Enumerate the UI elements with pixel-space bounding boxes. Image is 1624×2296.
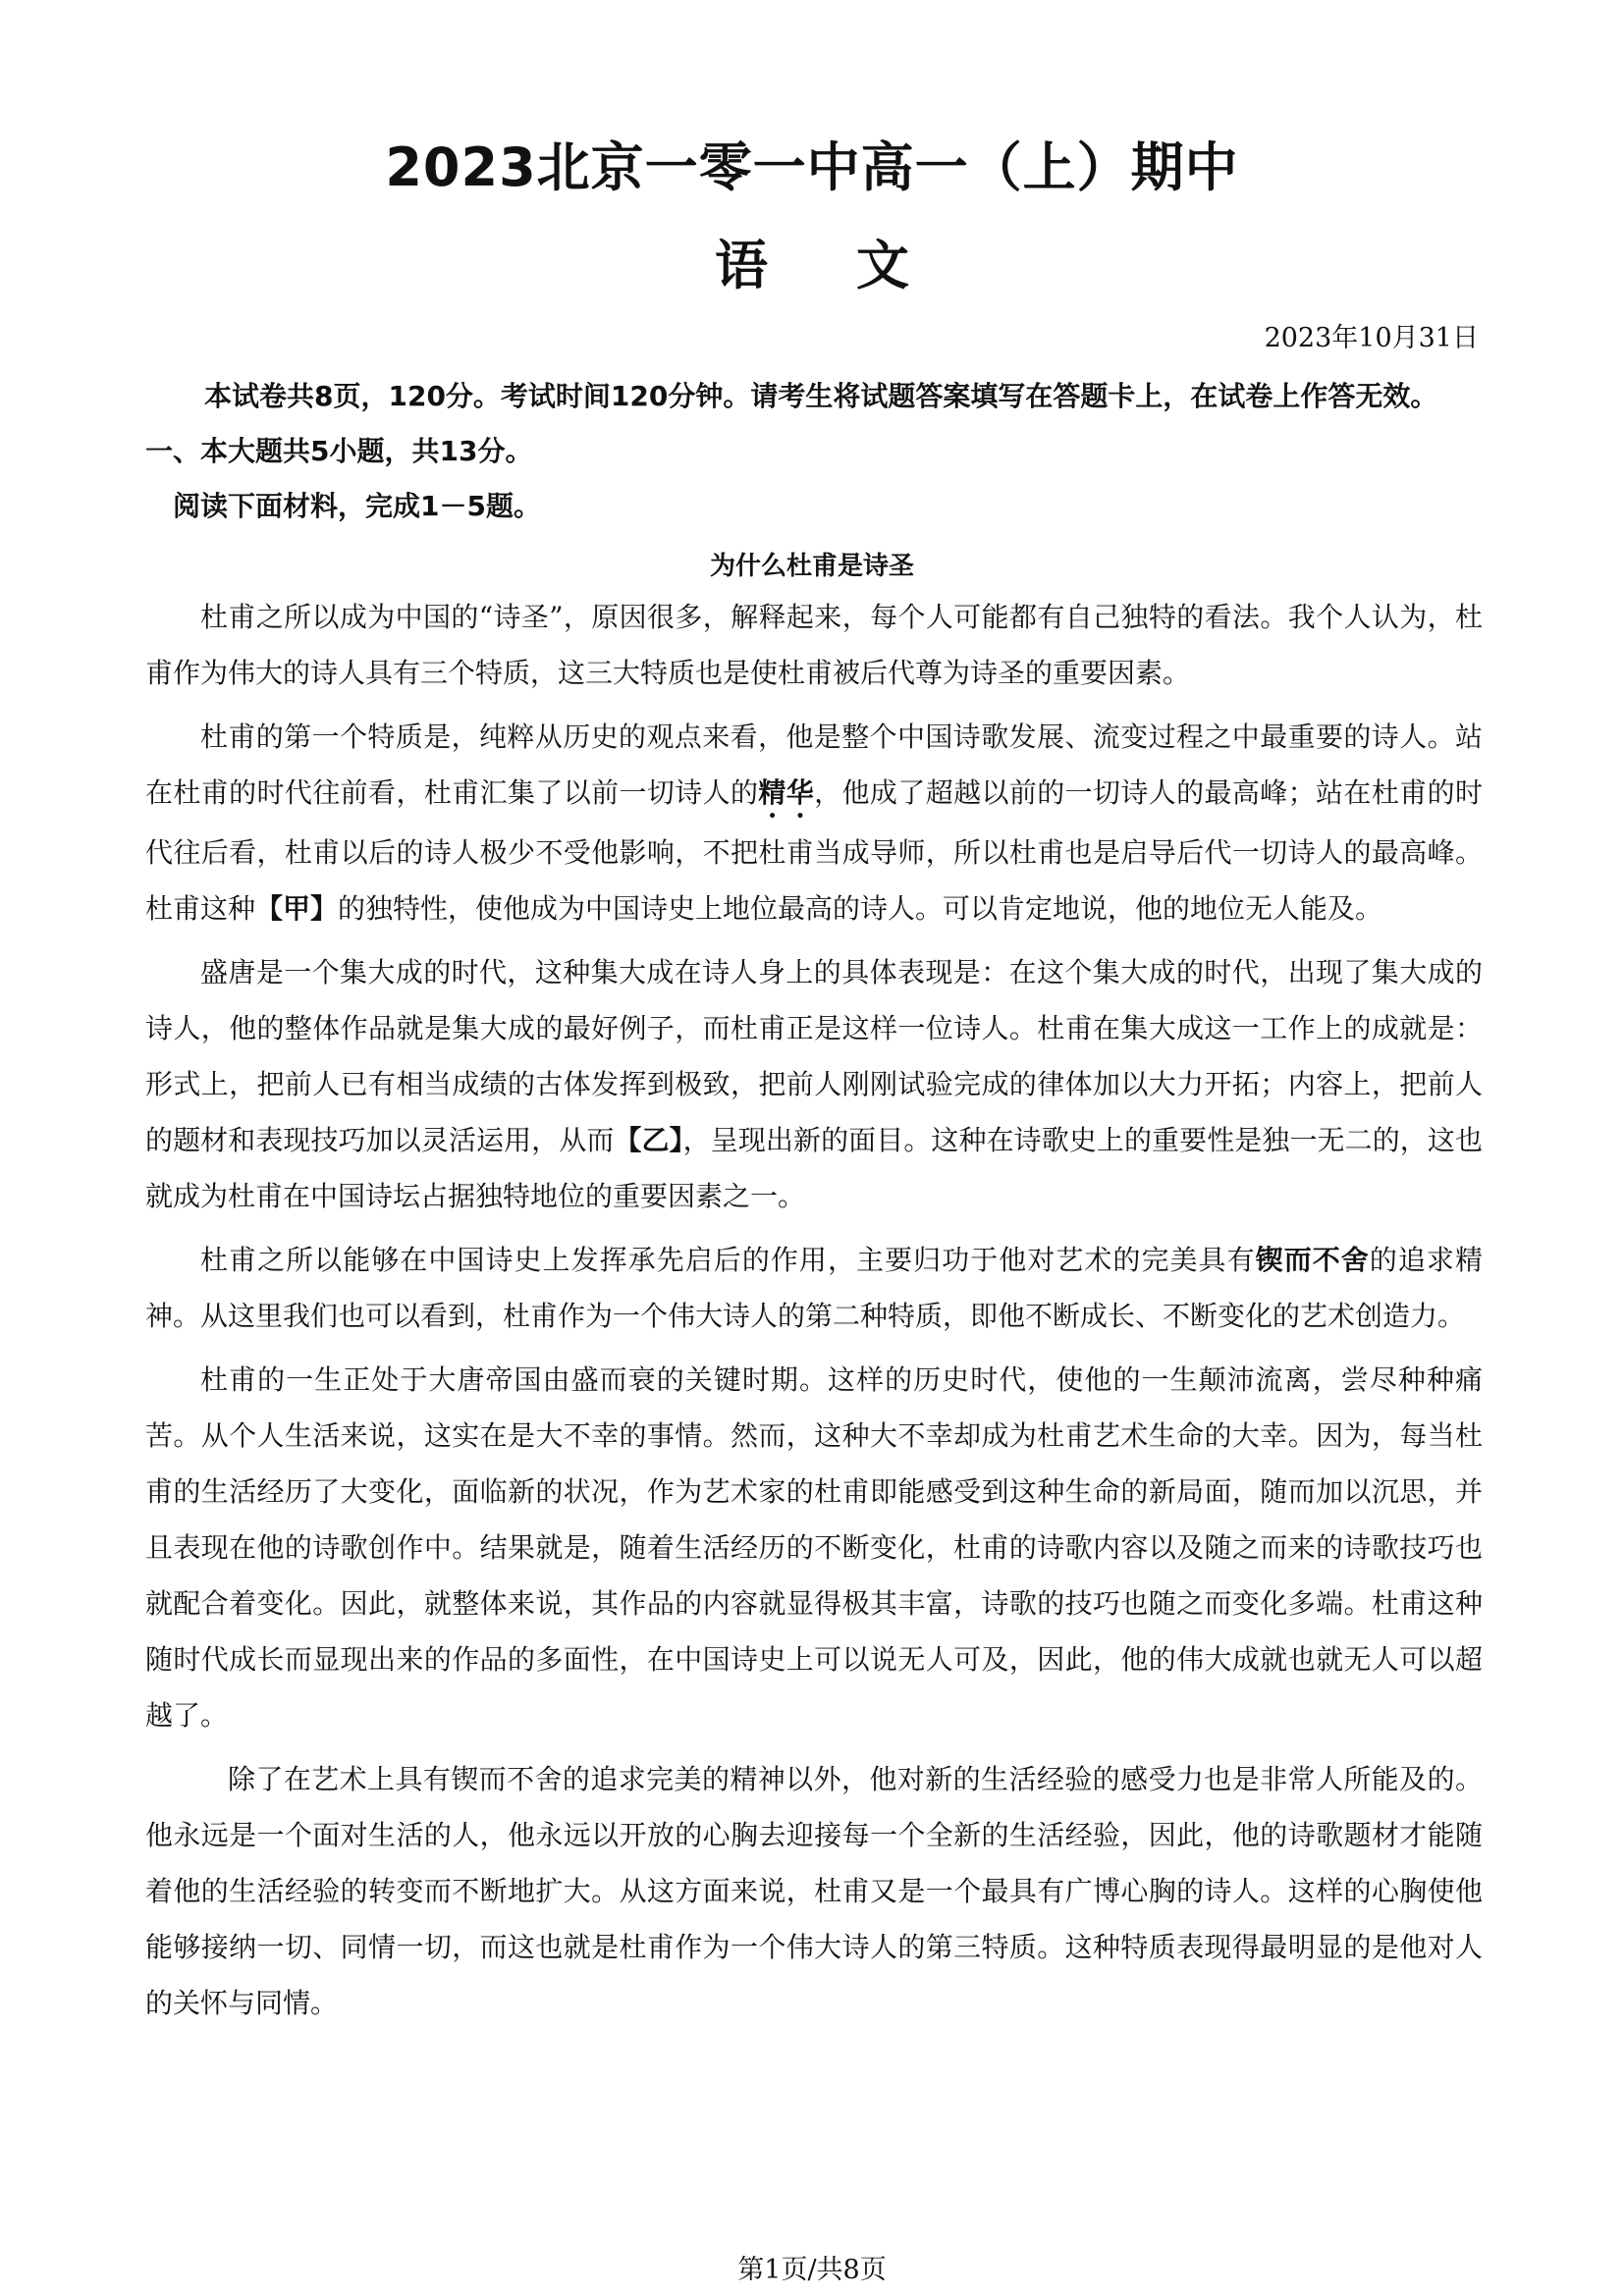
emphasized-word-jinghua: 精华: [758, 776, 815, 809]
blank-yi: 【乙】: [614, 1124, 683, 1156]
exam-title: 2023北京一零一中高一（上）期中: [385, 136, 1239, 198]
section-heading: 一、本大题共5小题，共13分。: [145, 435, 533, 467]
paragraph-3: [145, 944, 1483, 1224]
paragraph-6: 除了在艺术上具有锲而不舍的追求完美的精神以外，他对新的生活经验的感受力也是非常人所能及的。他永远是一个面对生活的人，他永远以开放的心胸去迎接每一个全新的生活经验，因此，他的诗歌题材才能随着他的生活经验的转变而不断地扩大。从这方面来说，杜甫又是一个最具有广博心胸的诗人。这样的心胸使他能够接纳一切、同情一切，而这也就是杜甫作为一个伟大诗人的第三特质。这种特质表现得最明显的是他对人的关怀与同情。: [145, 1763, 1483, 2019]
exam-notice: 本试卷共8页，120分。考试时间120分钟。请考生将试题答案填写在答题卡上，在试卷上作答无效。: [204, 380, 1438, 412]
paragraph-5: 杜甫的一生正处于大唐帝国由盛而衰的关键时期。这样的历史时代，使他的一生颠沛流离，尝尽种种痛苦。从个人生活来说，这实在是大不幸的事情。然而，这种大不幸却成为杜甫艺术生命的大幸。因为，每当杜甫的生活经历了大变化，面临新的状况，作为艺术家的杜甫即能感受到这种生命的新局面，随而加以沉思，并且表现在他的诗歌创作中。结果就是，随着生活经历的不断变化，杜甫的诗歌内容以及随之而来的诗歌技巧也就配合着变化。因此，就整体来说，其作品的内容就显得极其丰富，诗歌的技巧也随之而变化多端。杜甫这种随时代成长而显现出来的作品的多面性，在中国诗史上可以说无人可及，因此，他的伟大成就也就无人可以超越了。: [145, 1363, 1483, 1732]
blank-jia: 【甲】: [255, 892, 339, 925]
paragraph-4: [145, 1232, 1483, 1344]
paragraph-2: [145, 709, 1483, 936]
paragraph-2-part-c: ，他成了超越以前的一切诗人的最高峰；站在杜甫的时代往后看，杜甫以后的诗人极少不受他影响，不把杜甫当成导师，所以杜甫也是启导后代一切诗人的最高峰。杜甫这种: [145, 776, 1483, 925]
exam-date: 2023年10月31日: [1264, 323, 1479, 353]
paragraph-3-part-c: ，呈现出新的面目。这种在诗歌史上的重要性是独一无二的，这也就成为杜甫在中国诗坛占据独特地位的重要因素之一。: [145, 1124, 1483, 1212]
paragraph-4-part-c: 的追求精神。从这里我们也可以看到，杜甫作为一个伟大诗人的第二种特质，即他不断成长、不断变化的艺术创造力。: [145, 1244, 1483, 1332]
page-number: 第1页/共8页: [737, 2255, 887, 2285]
paragraph-1: 杜甫之所以成为中国的“诗圣”，原因很多，解释起来，每个人可能都有自己独特的看法。我个人认为，杜甫作为伟大的诗人具有三个特质，这三大特质也是使杜甫被后代尊为诗圣的重要因素。: [145, 601, 1483, 689]
subject-title: 语文: [715, 235, 998, 296]
paragraph-2-part-a: 杜甫的第一个特质是，纯粹从历史的观点来看，他是整个中国诗歌发展、流变过程之中最重要的诗人。站在杜甫的时代往前看，杜甫汇集了以前一切诗人的: [145, 721, 1483, 809]
paragraph-3-part-a: 盛唐是一个集大成的时代，这种集大成在诗人身上的具体表现是：在这个集大成的时代，出现了集大成的诗人，他的整体作品就是集大成的最好例子，而杜甫正是这样一位诗人。杜甫在集大成这一工作上的成就是：形式上，把前人已有相当成绩的古体发挥到极致，把前人刚刚试验完成的律体加以大力开拓；内容上，把前人的题材和表现技巧加以灵活运用，从而: [145, 956, 1483, 1156]
article-body: [145, 589, 1483, 2039]
emphasized-phrase-qieerbushe: 锲而不舍: [1255, 1244, 1370, 1276]
reading-instruction: 阅读下面材料，完成1－5题。: [173, 490, 541, 522]
paragraph-4-part-a: 杜甫之所以能够在中国诗史上发挥承先启后的作用，主要归功于他对艺术的完美具有: [200, 1244, 1256, 1276]
paragraph-2-part-e: 的独特性，使他成为中国诗史上地位最高的诗人。可以肯定地说，他的地位无人能及。: [338, 892, 1383, 925]
article-title: 为什么杜甫是诗圣: [709, 552, 914, 581]
